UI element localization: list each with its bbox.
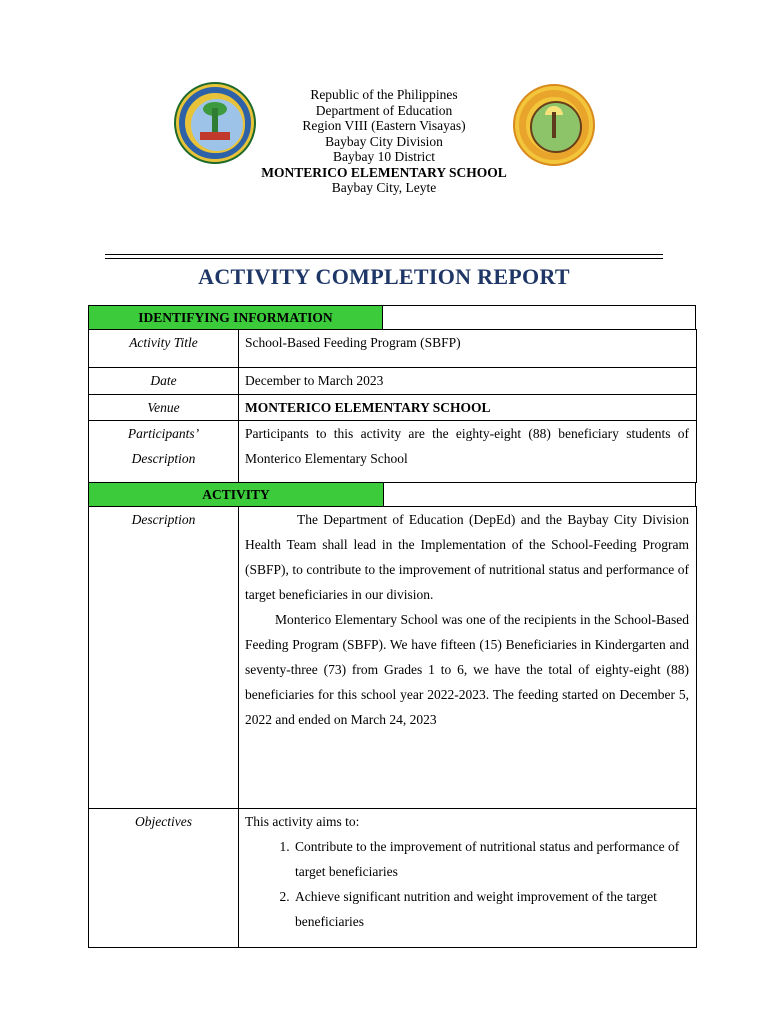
objectives-value (239, 809, 697, 948)
participants-value: Participants to this activity are the eighty-eight (88) beneficiary students of Monterico Elementary School (239, 421, 697, 483)
identifying-heading: IDENTIFYING INFORMATION (89, 306, 383, 330)
venue-value: MONTERICO ELEMENTARY SCHOOL (239, 395, 697, 421)
letterhead-line: Republic of the Philippines (310, 87, 458, 102)
participants-label-line1: Participants’ (127, 426, 200, 441)
list-item: 2. Achieve significant nutrition and weight improvement of the target beneficiaries (293, 884, 689, 934)
table-row (89, 809, 697, 948)
activity-heading: ACTIVITY (89, 483, 384, 506)
description-value (239, 507, 697, 809)
venue-label: Venue (89, 395, 239, 421)
letterhead-line: Baybay 10 District (333, 149, 435, 164)
school-location: Baybay City, Leyte (331, 180, 437, 195)
activity-section-bar (88, 482, 696, 507)
identifying-table (88, 329, 697, 483)
objectives-label: Objectives (89, 809, 239, 948)
table-row (89, 395, 697, 421)
description-label: Description (89, 507, 239, 809)
header-divider (105, 254, 663, 255)
header-divider (105, 258, 663, 259)
activity-title-value: School-Based Feeding Program (SBFP) (239, 330, 697, 368)
table-row (89, 330, 697, 368)
report-title: ACTIVITY COMPLETION REPORT (198, 264, 570, 289)
activity-table (88, 506, 697, 948)
letterhead-line: Baybay City Division (325, 133, 443, 149)
objectives-list (245, 834, 689, 934)
description-paragraph: The Department of Education (DepEd) and the Baybay City Division Health Team shall lead in the Implementation of the School-Feeding Program (SBFP), to contribute to the improvement of nutritional status and performance of target beneficiaries in our division. (245, 512, 689, 602)
activity-title-label: Activity Title (89, 330, 239, 368)
participants-label-line2: Description (131, 451, 196, 466)
list-item: 1. Contribute to the improvement of nutritional status and performance of target beneficiaries (293, 834, 689, 884)
date-label: Date (89, 368, 239, 395)
objectives-intro: This activity aims to: (245, 814, 360, 829)
table-row (89, 507, 697, 809)
table-row (89, 421, 697, 483)
letterhead (180, 87, 588, 196)
description-paragraph: Monterico Elementary School was one of the recipients in the School-Based Feeding Program (SBFP). We have fifteen (15) Beneficiaries in Kindergarten and seventy-three (73) from Grades 1 to 6, we have the total of eighty-eight (88) beneficiaries for this school year 2022-2023. The feeding started on December 5, 2022 and ended on March 24, 2023 (245, 612, 689, 727)
participants-label (89, 421, 239, 483)
letterhead-line: Region VIII (Eastern Visayas) (302, 118, 466, 133)
letterhead-line: Department of Education (315, 102, 453, 118)
identifying-section-bar (88, 305, 696, 330)
table-row (89, 368, 697, 395)
date-value: December to March 2023 (239, 368, 697, 395)
school-name: MONTERICO ELEMENTARY SCHOOL (261, 164, 507, 180)
